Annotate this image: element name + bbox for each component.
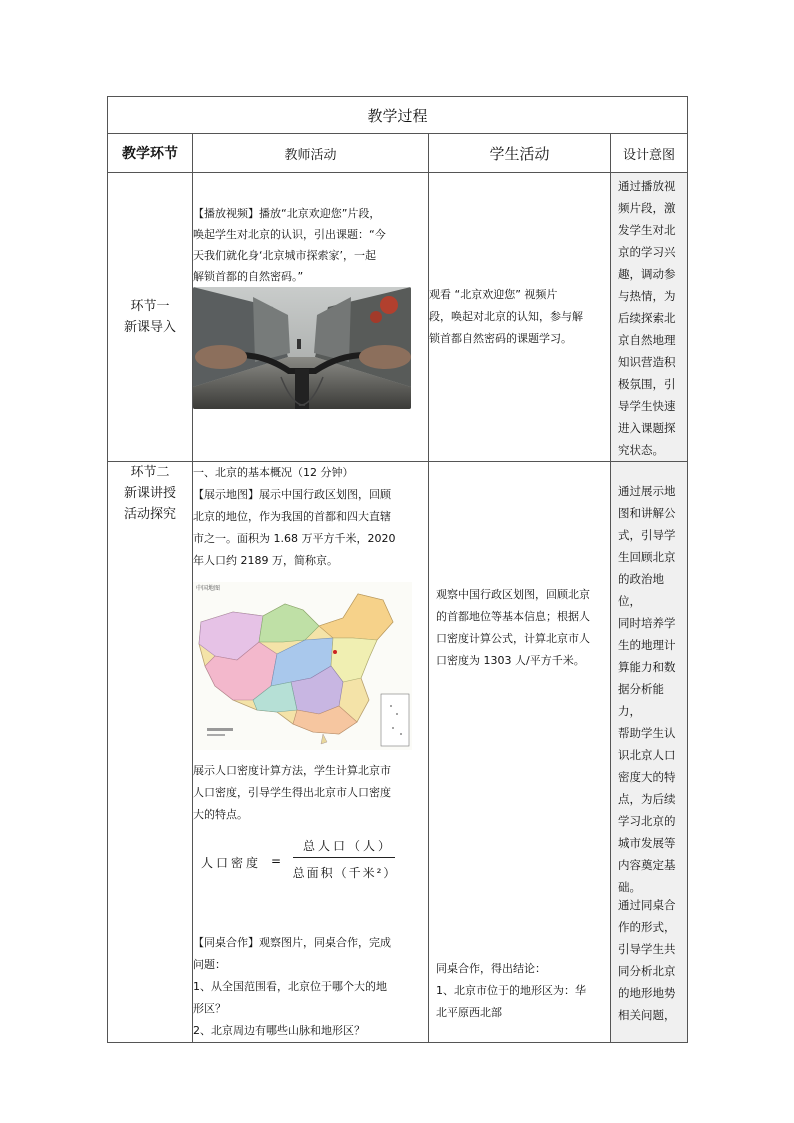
fraction-bar — [293, 857, 395, 858]
text-line: 北京的地位，作为我国的首都和四大直辖 — [193, 510, 391, 523]
formula-numerator: 总人口（人） — [302, 839, 393, 853]
text-line: 生回顾北京 — [618, 550, 676, 564]
population-density-formula — [193, 832, 428, 902]
text-line: 通过展示地 — [618, 484, 676, 498]
video-still-image — [193, 287, 411, 409]
text-line: 识北京人口 — [618, 748, 676, 762]
text-line: 内容奠定基 — [618, 858, 676, 872]
text-line: 算能力和数 — [618, 660, 676, 674]
teaching-process-table — [107, 96, 688, 1043]
text-line: 的地形地势 — [618, 986, 676, 1000]
text-line: 大的特点。 — [193, 808, 248, 821]
text-line: 城市发展等 — [618, 836, 676, 850]
text-line: 趣，调动参 — [618, 267, 676, 281]
table-row — [108, 462, 688, 1043]
text-line: 引导学生共 — [618, 942, 676, 956]
teacher-activity-cell-2 — [193, 462, 429, 1043]
text-line: 通过同桌合 — [618, 898, 676, 912]
text-line: 唤起学生对北京的认识，引出课题：“今 — [193, 228, 386, 241]
header-student-activity: 学生活动 — [429, 134, 611, 173]
design-intent-cell-2 — [611, 462, 688, 1043]
text-line: 京自然地理 — [618, 333, 676, 347]
text-line: 【同桌合作】观察图片，同桌合作，完成 — [193, 936, 391, 949]
text-line: 【播放视频】播放“北京欢迎您”片段， — [193, 207, 381, 220]
student-text-b — [436, 958, 604, 1024]
text-line: 1、北京市位于的地形区为：华 — [436, 984, 586, 997]
text-line: 人口密度，引导学生得出北京市人口密度 — [193, 786, 391, 799]
teacher-text-b — [193, 760, 428, 826]
text-line: 通过播放视 — [618, 179, 676, 193]
student-activity-cell-1 — [429, 173, 611, 462]
text-line: 相关问题， — [618, 1008, 676, 1022]
text-line: 【展示地图】展示中国行政区划图，回顾 — [193, 488, 391, 501]
text-line: 的政治地位， — [618, 572, 664, 608]
text-line: 生的地理计 — [618, 638, 676, 652]
student-text — [429, 284, 610, 350]
stage-label: 活动探究 — [123, 507, 176, 522]
teacher-text-a — [193, 462, 428, 572]
student-text-a — [436, 584, 604, 672]
china-map-graphic — [193, 582, 412, 750]
header-design-intent: 设计意图 — [611, 134, 688, 173]
section-heading: 一、北京的基本概况（12 分钟） — [193, 466, 354, 479]
formula-equals: = — [271, 854, 285, 868]
student-activity-cell-2 — [429, 462, 611, 1043]
text-line: 的首都地位等基本信息；根据人 — [436, 610, 590, 623]
stage-label: 新课导入 — [123, 320, 176, 335]
text-line: 极氛围，引 — [618, 377, 676, 391]
text-line: 础。 — [618, 880, 641, 894]
text-line: 口密度为 1303 人/平方千米。 — [436, 654, 585, 667]
text-line: 2、北京周边有哪些山脉和地形区？ — [193, 1024, 365, 1037]
text-line: 解锁首都的自然密码。” — [193, 270, 304, 283]
stage-cell-1 — [108, 173, 193, 462]
teacher-activity-cell-1 — [193, 173, 429, 462]
stage-cell-2 — [108, 462, 193, 1043]
text-line: 发学生对北 — [618, 223, 676, 237]
text-line: 北平原西北部 — [436, 1006, 502, 1019]
text-line: 年人口约 2189 万，简称京。 — [193, 554, 338, 567]
text-line: 据分析能力， — [618, 682, 664, 718]
text-line: 形区？ — [193, 1002, 226, 1015]
formula-left: 人口密度 — [201, 856, 262, 870]
text-line: 与热情，为 — [618, 289, 676, 303]
text-line: 锁首都自然密码的课题学习。 — [429, 332, 572, 345]
text-line: 1、从全国范围看，北京位于哪个大的地 — [193, 980, 387, 993]
alley-bicycle-photo — [193, 287, 411, 409]
stage-label: 环节二 — [130, 465, 170, 480]
intent-text-b — [611, 892, 682, 1026]
text-line: 京的学习兴 — [618, 245, 676, 259]
text-line: 后续探索北 — [618, 311, 676, 325]
text-line: 观看 “北京欢迎您” 视频片 — [429, 288, 558, 301]
teacher-text — [193, 173, 428, 287]
text-line: 观察中国行政区划图，回顾北京 — [436, 588, 590, 601]
text-line: 频片段，激 — [618, 201, 676, 215]
text-line: 图和讲解公 — [618, 506, 676, 520]
map-title: 中国地图 — [196, 585, 221, 592]
text-line: 段，唤起对北京的认知，参与解 — [429, 310, 583, 323]
text-line: 市之一。面积为 1.68 万平方千米，2020 — [193, 532, 396, 545]
text-line: 展示人口密度计算方法，学生计算北京市 — [193, 764, 391, 777]
intent-text — [611, 173, 687, 461]
text-line: 式，引导学 — [618, 528, 676, 542]
teacher-text-c — [193, 932, 428, 1042]
stage-label: 环节一 — [130, 299, 170, 314]
china-admin-map — [193, 582, 412, 750]
intent-text-a — [611, 478, 687, 898]
text-line: 同时培养学 — [618, 616, 676, 630]
text-line: 同桌合作，得出结论： — [436, 962, 546, 975]
text-line: 究状态。 — [618, 443, 664, 457]
text-line: 口密度计算公式，计算北京市人 — [436, 632, 590, 645]
text-line: 帮助学生认 — [618, 726, 676, 740]
formula-denominator: 总面积（千米²） — [292, 866, 398, 880]
text-line: 天我们就化身‘北京城市探索家’，一起 — [193, 249, 376, 262]
text-line: 点，为后续 — [618, 792, 676, 806]
header-stage: 教学环节 — [108, 134, 193, 173]
text-line: 知识营造积 — [618, 355, 676, 369]
stage-label: 新课讲授 — [123, 486, 176, 501]
text-line: 导学生快速 — [618, 399, 676, 413]
text-line: 同分析北京 — [618, 964, 676, 978]
text-line: 密度大的特 — [618, 770, 676, 784]
header-teacher-activity: 教师活动 — [193, 134, 429, 173]
table-row — [108, 173, 688, 462]
table-title: 教学过程 — [108, 97, 688, 134]
design-intent-cell-1 — [611, 173, 688, 462]
text-line: 作的形式， — [618, 920, 676, 934]
text-line: 进入课题探 — [618, 421, 676, 435]
text-line: 学习北京的 — [618, 814, 676, 828]
text-line: 问题： — [193, 958, 226, 971]
